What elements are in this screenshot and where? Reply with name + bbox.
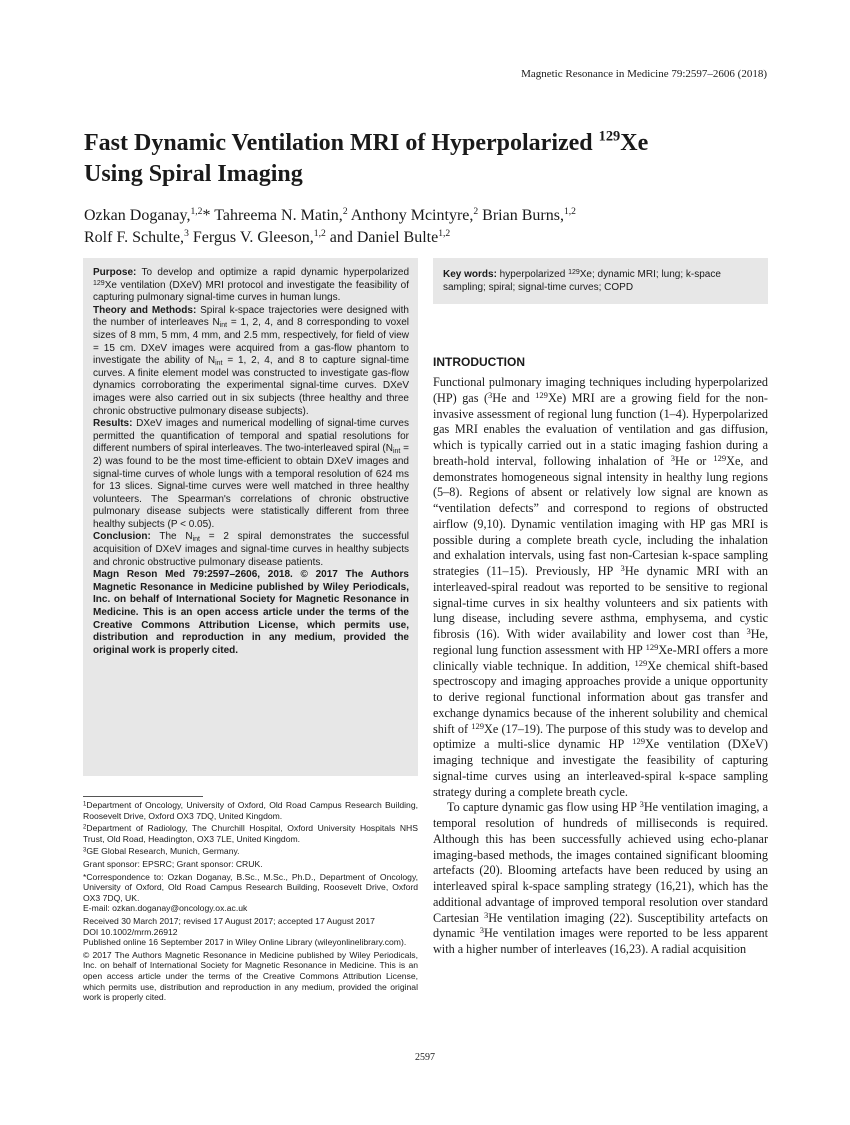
abstract-box [83, 258, 418, 776]
p1-c: Xe) MRI are a growing field for the non-invasive assessment of regional lung function (1–4). Hyperpolarized gas MRI enables the evaluation of ventilation and gas diffusion, which is typically carried out in a static imaging fashion during a breath-hold interval, following inhalation of [433, 390, 768, 468]
footnote-copyright: © 2017 The Authors Magnetic Resonance in Medicine published by Wiley Periodicals, Inc. on behalf of International Society for Magnetic Resonance in Medicine. This is an open access article under the terms of the Creative Commons Attribution License, which permits use, distribution and reproduction in any medium, provided the original work is properly cited. [83, 949, 418, 1003]
p1-g: He, regional lung function assessment with HP [433, 627, 768, 657]
theory-sub: int [219, 322, 228, 330]
p1-sup-8: 129 [634, 657, 648, 668]
keywords-box [433, 258, 768, 304]
p1-f: He dynamic MRI with an interleaved-spiral readout was reported to be sensitive to regional signal-time curves in six healthy volunteers and six patients with lung disease, including severe asthma, emphysema, and cystic fibrosis (16). With wider availability and lower cost than [433, 564, 768, 641]
results-label: Results: [93, 418, 133, 430]
p1-sup-3: 3 [670, 452, 675, 463]
footnote-received: Received 30 March 2017; revised 17 August 2017; accepted 17 August 2017 [83, 915, 375, 926]
p1-sup-1: 3 [488, 389, 493, 400]
p1-sup-6: 3 [746, 626, 751, 637]
p1-k: Xe ventilation (DXeV) imaging technique and investigate the feasibility of capturing signal-time curves using an interleaved-spiral k-space sampling strategy during a complete breath cycle. [433, 737, 768, 799]
p1-sup-2: 129 [535, 389, 548, 400]
p1-j: Xe (17–19). The purpose of this study was to develop and optimize a multi-slice dynamic HP [433, 721, 768, 752]
author-7-affil: 1,2 [438, 227, 451, 239]
keywords-label: Key words: [443, 269, 497, 280]
author-4-affil: 1,2 [563, 205, 576, 217]
abstract-citation [93, 569, 409, 657]
citation-text: Magn Reson Med 79:2597–2606, 2018. © 2017 The Authors Magnetic Resonance in Medicine published by Wiley Periodicals, Inc. on behalf of International Society for Magnetic Resonance in Medicine. This is an open access article under the terms of the Creative Commons Attribution License, which permits use, distribution and reproduction in any medium, provided the original work is properly cited. [93, 569, 409, 656]
p1-e: Xe, and demonstrates homogeneous signal intensity in healthy lung regions (5–8). Regions of absent or relatively low signal are known as “ventilation defects” and correspond to regions of obstructed airflow (9,10). Dynamic ventilation imaging with HP gas MRI is possible during a complete breath cycle, including the inhalation and exhalation intervals, using fast non-Cartesian k-space sampling strategies (11–15). Previously, HP [433, 453, 768, 578]
footnote-1-mark: 1 [83, 801, 87, 808]
abstract-results [93, 418, 409, 531]
footnote-published: Published online 16 September 2017 in Wiley Online Library (wileyonlinelibrary.com). [83, 937, 407, 948]
p1-d: He or [674, 453, 714, 468]
intro-paragraph-1 [433, 375, 768, 800]
purpose-text: To develop and optimize a rapid dynamic hyperpolarized [136, 267, 409, 278]
author-1-affil: 1,2 [190, 205, 203, 217]
author-list [84, 205, 774, 249]
footnote-2-mark: 2 [83, 824, 87, 831]
purpose-text-2: Xe ventilation (DXeV) MRI protocol and investigate the feasibility of capturing pulmonary signal-time curves in human lungs. [93, 279, 409, 304]
theory-text: Spiral k-space trajectories were designed with the number of interleaves N [93, 304, 409, 329]
title-text-1: Fast Dynamic Ventilation MRI of Hyperpolarized [84, 130, 599, 156]
theory-sub-2: int [215, 359, 223, 367]
keywords-text: hyperpolarized [496, 269, 569, 280]
p1-sup-10: 129 [632, 736, 645, 747]
conclusion-text: The N [150, 531, 193, 543]
author-5: Rolf F. Schulte, [84, 229, 185, 246]
footnote-3-mark: 3 [83, 847, 87, 854]
footnote-correspondence: *Correspondence to: Ozkan Doganay, B.Sc., M.Sc., Ph.D., Department of Oncology, University of Oxford, Old Road Campus Research Building, Roosevelt Drive, Oxford OX3 7DQ, UK. [83, 871, 418, 903]
p1-a: Functional pulmonary imaging techniques including hyperpolarized (HP) gas ( [433, 375, 768, 405]
theory-label: Theory and Methods: [93, 304, 197, 316]
author-3: Anthony Mcintyre, [347, 207, 474, 224]
footnote-3-text: GE Global Research, Munich, Germany. [86, 846, 240, 857]
title-text-2: Xe [620, 130, 649, 156]
footnote-2-text: Department of Radiology, The Churchill Hospital, Oxford University Hospitals NHS Trust, Old Road, Headington, OX3 7LE, United Kingdom. [83, 823, 418, 844]
title-line-2: Using Spiral Imaging [84, 161, 303, 187]
conclusion-text-2: = 2 spiral demonstrates the successful acquisition of DXeV images and signal-time curves in healthy subjects and chronic obstructive pulmonary disease patients. [93, 531, 409, 568]
p1-sup-5: 3 [620, 563, 625, 574]
abstract-theory [93, 305, 409, 418]
p2-d: He ventilation images were reported to be less apparent with a higher number of interleaves (16,23). A radial acquisition [433, 926, 769, 956]
footnote-1-text: Department of Oncology, University of Oxford, Old Road Campus Research Building, Roosevelt Drive, Oxford OX3 7DQ, United Kingdom. [83, 800, 418, 821]
keywords [443, 268, 758, 294]
abstract-purpose [93, 267, 409, 305]
author-4: Brian Burns, [478, 207, 564, 224]
purpose-sup: 129 [93, 279, 105, 287]
author-7: and Daniel Bulte [325, 229, 439, 246]
p2-sup-2: 3 [483, 909, 489, 920]
journal-header: Magnetic Resonance in Medicine 79:2597–2606 (2018) [521, 68, 767, 80]
theory-text-3: = 1, 2, 4, and 8 to capture signal-time curves. A finite element model was constructed to investigate gas-flow dynamics corroborating the experimental signal-time curves. DXeV images were also carried out in six subjects (three healthy and three chronic obstructive pulmonary disease subjects). [93, 355, 410, 417]
keywords-text-2: Xe; dynamic MRI; lung; k-space sampling; spiral; signal-time curves; COPD [443, 269, 721, 293]
author-6: Fergus V. Gleeson, [188, 229, 314, 246]
author-3-affil: 2 [473, 205, 479, 217]
article-title [84, 128, 774, 190]
author-6-affil: 1,2 [313, 227, 326, 239]
footnote-doi[interactable]: DOI 10.1002/mrm.26912 [83, 926, 178, 937]
footnote-rule [83, 796, 203, 797]
purpose-label: Purpose: [93, 267, 137, 278]
results-sub: int [392, 448, 401, 456]
footnotes [83, 800, 418, 1005]
abstract-conclusion [93, 531, 409, 569]
p2-a: To capture dynamic gas flow using HP [447, 800, 640, 815]
author-5-affil: 3 [184, 227, 189, 239]
author-1: Ozkan Doganay, [84, 207, 191, 224]
footnote-affil-2 [83, 823, 418, 844]
body-column [433, 375, 768, 958]
footnote-grant: Grant sponsor: EPSRC; Grant sponsor: CRUK. [83, 858, 263, 869]
footnote-affil-3 [83, 846, 418, 857]
author-2-affil: 2 [342, 205, 348, 217]
title-isotope: 129 [598, 128, 621, 145]
results-text-2: = 2) was found to be the most time-efficient to obtain DXeV images and signal-time curves of whole lungs with a temporal resolution of 624 ms for 13 slices. Signal-time curves were well matched in three healthy volunteers. The Spearman's correlations of chronic obstructive pulmonary disease subjects were statistically different from three healthy subjects (P < 0.05). [93, 443, 409, 530]
p1-b: He and [492, 390, 536, 405]
p2-sup-1: 3 [639, 799, 644, 810]
results-text: DXeV images and numerical modelling of signal-time curves permitted the quantification of temporal and spatial resolutions for different numbers of spiral interleaves. The two-interleaved spiral (N [93, 418, 409, 455]
p1-sup-9: 129 [471, 720, 485, 731]
p2-b: He ventilation imaging, a temporal resolution of hundreds of milliseconds is required. Although this has been successfully achieved using echo-planar imaging-based methods, the images contained significant blooming artefacts (20). Blooming artefacts have been reduced by using an interleaved spiral k-space sampling strategy (16,21), which has the additional advantage of improved temporal resolution over standard Cartesian [433, 800, 769, 925]
footnote-email[interactable]: E-mail: ozkan.doganay@oncology.ox.ac.uk [83, 903, 248, 914]
p1-sup-4: 129 [713, 452, 727, 463]
p1-i: Xe chemical shift-based spectroscopy and imaging approaches provide a unique opportunity to derive regional functional information about gas transfer and exchange dynamics because of the inherent solubility and chemical shift of [433, 658, 768, 736]
p1-sup-7: 129 [645, 641, 659, 652]
conclusion-label: Conclusion: [93, 531, 151, 543]
intro-paragraph-2 [433, 800, 768, 958]
author-2: * Tahreema N. Matin, [202, 207, 343, 224]
footnote-affil-1 [83, 800, 418, 821]
p1-h: Xe-MRI offers a more clinically viable technique. In addition, [433, 642, 768, 673]
keywords-sup: 129 [568, 268, 580, 276]
theory-text-2: = 1, 2, 4, and 8 corresponding to voxel sizes of 8 mm, 5 mm, 4 mm, and 2.5 mm, respectively, for field of view = 15 cm. DXeV images were acquired from a gas-flow phantom to investigate the ability of N [93, 317, 410, 367]
page-number: 2597 [415, 1052, 435, 1063]
section-heading-introduction: INTRODUCTION [433, 355, 525, 369]
p2-c: He ventilation imaging (22). Susceptibility artefacts on dynamic [433, 910, 768, 941]
p2-sup-3: 3 [479, 925, 484, 936]
conclusion-sub: int [192, 536, 200, 544]
